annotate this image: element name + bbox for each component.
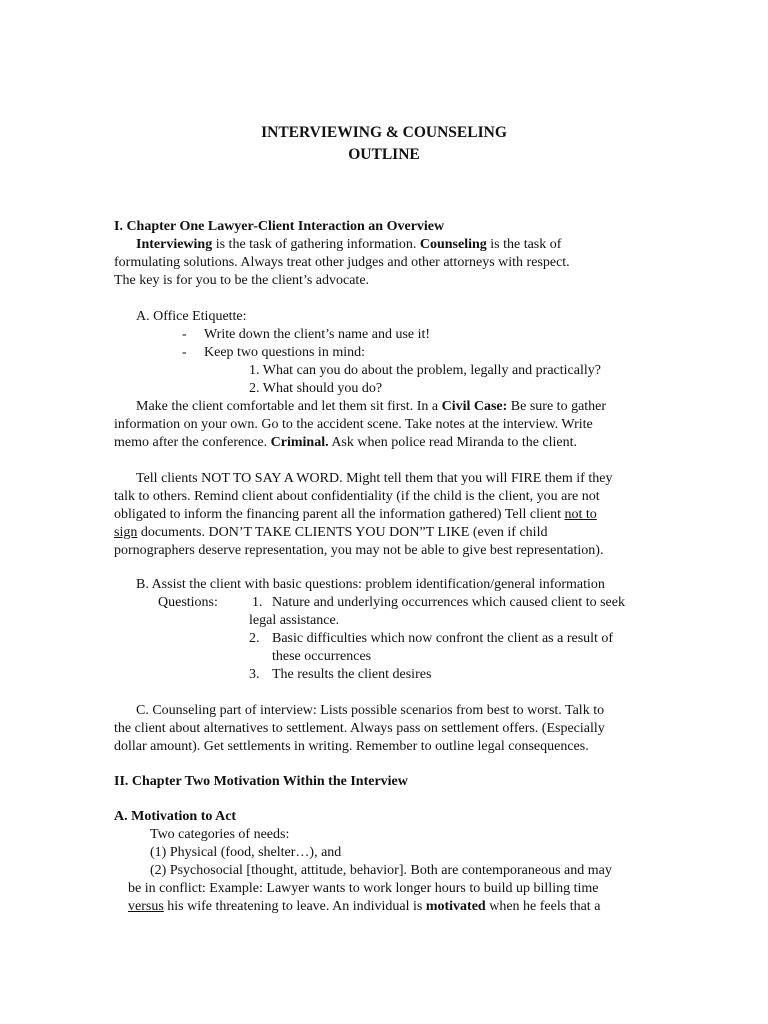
term-interviewing: Interviewing: [136, 237, 213, 252]
advice-line-3: [114, 506, 597, 524]
underlined-sign: sign: [114, 525, 138, 540]
question-number: 1.: [252, 595, 263, 610]
motivation-line-2: (1) Physical (food, shelter…), and: [150, 845, 342, 860]
office-etiquette-label: A. Office Etiquette:: [136, 309, 247, 324]
term-criminal: Criminal.: [270, 435, 329, 450]
document-title: INTERVIEWING & COUNSELING: [261, 124, 507, 141]
key-question-2: 2. What should you do?: [249, 381, 383, 396]
etiquette-item: Write down the client’s name and use it!: [204, 327, 431, 342]
question-item-1-cont: legal assistance.: [249, 613, 340, 628]
underlined-not-to: not to: [564, 507, 597, 522]
advice-line-4: [114, 524, 547, 542]
advice-line-1: Tell clients NOT TO SAY A WORD. Might tell them that you will FIRE them if they: [136, 471, 613, 486]
question-item-2-cont: these occurrences: [272, 649, 372, 664]
underlined-versus: versus: [128, 899, 164, 914]
questions-label: Questions:: [158, 595, 218, 610]
basic-questions-label: B. Assist the client with basic questions: problem identification/general information: [136, 577, 605, 592]
counseling-line-1: C. Counseling part of interview: Lists possible scenarios from best to worst. Talk to: [136, 703, 605, 718]
motivation-line-1: Two categories of needs:: [150, 827, 290, 842]
question-item-3: The results the client desires: [272, 667, 432, 682]
advice-text-a: obligated to inform the financing parent all the information gathered) Tell client: [114, 507, 565, 522]
question-number: 3.: [249, 667, 260, 682]
motivation-heading: A. Motivation to Act: [114, 809, 237, 824]
comfort-text-d: Ask when police read Miranda to the client.: [328, 435, 578, 450]
comfort-text-c: memo after the conference.: [114, 435, 271, 450]
comfort-text-b: Be sure to gather: [507, 399, 607, 414]
counseling-line-3: dollar amount). Get settlements in writing. Remember to outline legal consequences.: [114, 739, 589, 754]
intro-text-a: is the task of gathering information.: [212, 237, 420, 252]
comfort-line-1: [136, 398, 606, 416]
advice-line-2: talk to others. Remind client about confidentiality (if the child is the client, you are not: [114, 489, 600, 504]
motivation-text-b: when he feels that a: [485, 899, 601, 914]
question-number: 2.: [249, 631, 260, 646]
intro-line-3: The key is for you to be the client’s advocate.: [114, 273, 370, 288]
question-item-2: Basic difficulties which now confront the client as a result of: [272, 631, 614, 646]
term-civil-case: Civil Case:: [441, 399, 508, 414]
motivation-line-3: (2) Psychosocial [thought, attitude, behavior]. Both are contemporaneous and may: [150, 863, 612, 878]
intro-line-1: [136, 236, 561, 254]
advice-line-5: pornographers deserve representation, you may not be able to give best representation).: [114, 543, 604, 558]
term-counseling: Counseling: [419, 237, 487, 252]
motivation-line-5: [128, 898, 600, 916]
etiquette-item: Keep two questions in mind:: [204, 345, 365, 360]
intro-line-2: formulating solutions. Always treat other judges and other attorneys with respect.: [114, 255, 570, 270]
motivation-text-a: his wife threatening to leave. An individual is: [163, 899, 426, 914]
bullet-dash: -: [182, 327, 187, 342]
chapter-two-heading: II. Chapter Two Motivation Within the Interview: [114, 774, 408, 789]
document-subtitle: OUTLINE: [348, 146, 420, 163]
advice-text-b: documents. DON’T TAKE CLIENTS YOU DON”T LIKE (even if child: [137, 525, 548, 540]
chapter-one-heading: I. Chapter One Lawyer-Client Interaction an Overview: [114, 219, 445, 234]
comfort-line-3: [114, 434, 577, 452]
comfort-line-2: information on your own. Go to the accident scene. Take notes at the interview. Write: [114, 417, 593, 432]
term-motivated: motivated: [425, 899, 486, 914]
question-item-1: Nature and underlying occurrences which caused client to seek: [272, 595, 625, 610]
motivation-line-4: be in conflict: Example: Lawyer wants to work longer hours to build up billing time: [128, 881, 599, 896]
bullet-dash: -: [182, 345, 187, 360]
intro-text-b: is the task of: [486, 237, 562, 252]
counseling-line-2: the client about alternatives to settlement. Always pass on settlement offers. (Especially: [114, 721, 605, 736]
key-question-1: 1. What can you do about the problem, legally and practically?: [249, 363, 601, 378]
comfort-text-a: Make the client comfortable and let them sit first. In a: [136, 399, 442, 414]
